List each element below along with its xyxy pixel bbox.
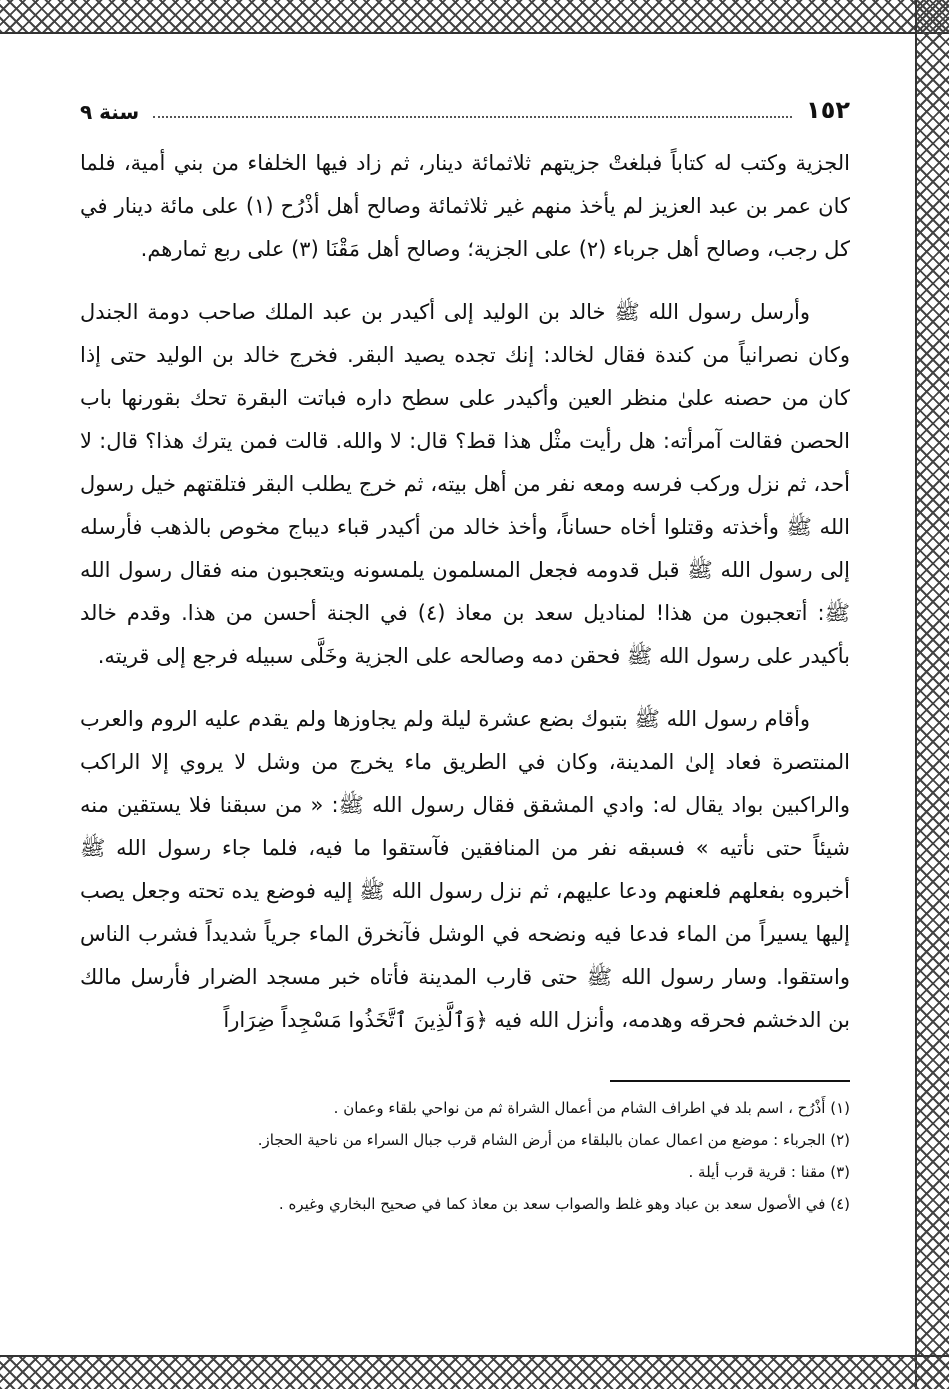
footnote-separator [610,1080,850,1082]
footnote-2: (٢) الجرباء : موضع من اعمال عمان بالبلقاء من أرض الشام قرب جبال السراء من ناحية الحجاز. [257,1131,850,1149]
decorative-border-top [0,0,949,34]
paragraph-3: وأقام رسول الله ﷺ بتبوك بضع عشرة ليلة ولم يجاوزها ولم يقدم عليه الروم والعرب المنتصرة فعاد إلىٰ المدينة، وكان في الطريق ماء يخرج من وشل لا يروي إلا الراكب والراكبين بواد يقال له: وادي المشقق فقال رسول الله ﷺ: « من سبقنا فلا يستقين منه شيئاً حتى نأتيه » فسبقه نفر من المنافقين فآستقوا ما فيه، فلما جاء رسول الله ﷺ أخبروه بفعلهم فلعنهم ودعا عليهم، ثم نزل رسول الله ﷺ إليه فوضع يده تحته وجعل يصب إليها يسيراً من الماء فدعا فيه ونضحه في الوشل فآنخرق الماء جرياً شديداً فشرب الناس واستقوا. وسار رسول الله ﷺ حتى قارب المدينة فأتاه خبر مسجد الضرار فأرسل مالك بن الدخشم فحرقه وهدمه، وأنزل الله فيه ﴿وَٱلَّذِينَ ٱتَّخَذُوا مَسْجِداً ضِرَاراً [80,707,850,1032]
paragraph-1: الجزية وكتب له كتاباً فبلغتْ جزيتهم ثلاثمائة دينار، ثم زاد فيها الخلفاء من بني أمية، فلما كان عمر بن عبد العزيز لم يأخذ منهم غير ثلاثمائة وصالح أهل أذْرُح (١) على مائة دينار في كل رجب، وصالح أهل جرباء (٢) على الجزية؛ وصالح أهل مَقْنَا (٣) على ربع ثمارهم. [80,151,850,261]
footnote-1: (١) أَذْرُح ، اسم بلد في اطراف الشام من أعمال الشراة ثم من نواحي بلقاء وعمان . [333,1099,850,1117]
footnote-3: (٣) مقنا : قرية قرب أيلة . [688,1163,850,1181]
page-number: ١٥٢ [806,96,850,124]
header-dotted-rule [153,115,792,118]
footnote-4: (٤) في الأصول سعد بن عباد وهو غلط والصواب سعد بن معاذ كما في صحيح البخاري وغيره . [278,1195,850,1213]
decorative-border-bottom [0,1355,949,1389]
decorative-border-right [915,0,949,1389]
footnotes [80,1092,850,1220]
page-header [80,90,850,124]
book-page [80,90,850,1220]
paragraph-2: وأرسل رسول الله ﷺ خالد بن الوليد إلى أكيدر بن عبد الملك صاحب دومة الجندل وكان نصرانياً من كندة فقال لخالد: إنك تجده يصيد البقر. فخرج خالد بن الوليد حتى إذا كان من حصنه علىٰ منظر العين وأكيدر على سطح داره فباتت البقرة تحك بقورنها باب الحصن فقالت آمرأته: هل رأيت مثْل هذا قط؟ قال: لا والله. قالت فمن يترك هذا؟ قال: لا أحد، ثم نزل وركب فرسه ومعه نفر من أهل بيته، ثم خرج يطلب البقر فتلقتهم خيل رسول الله ﷺ وأخذته وقتلوا أخاه حساناً، وأخذ خالد من أكيدر قباء ديباج مخوص بالذهب فأرسله إلى رسول الله ﷺ قبل قدومه فجعل المسلمون يلمسونه ويتعجبون منه فقال رسول الله ﷺ: أتعجبون من هذا! لمناديل سعد بن معاذ (٤) في الجنة أحسن من هذا. وقدم خالد بأكيدر على رسول الله ﷺ فحقن دمه وصالحه على الجزية وخَلَّى سبيله فرجع إلى قريته. [80,300,850,668]
running-head-year: سنة ٩ [80,100,140,124]
